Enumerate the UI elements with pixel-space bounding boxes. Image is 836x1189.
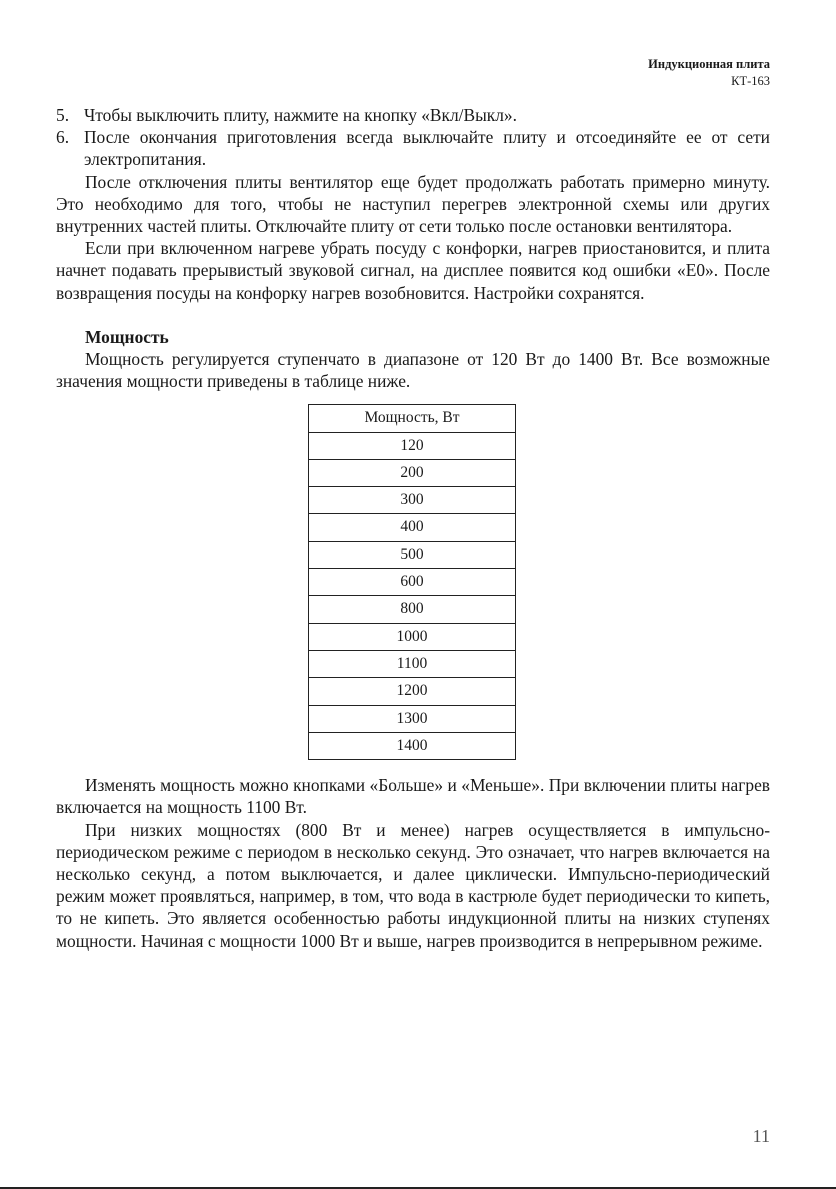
power-value-cell: 1200 (309, 678, 516, 705)
power-value-cell: 120 (309, 432, 516, 459)
list-item-text: После окончания приготовления всегда выключайте плиту и отсоединяйте ее от сети электропитания. (84, 127, 770, 170)
power-value-cell: 1400 (309, 732, 516, 759)
list-item-number: 5. (56, 105, 70, 125)
product-name: Индукционная плита (648, 57, 770, 71)
paragraph: Если при включенном нагреве убрать посуду с конфорки, нагрев приостановится, и плита начнет подавать прерывистый звуковой сигнал, на дисплее появится код ошибки «Е0». После возвращения посуды на конфорку нагрев возобновится. Настройки сохранятся. (56, 238, 770, 303)
section-title: Мощность (85, 326, 169, 347)
table-row (309, 487, 516, 514)
power-table (308, 404, 516, 760)
table-row (309, 569, 516, 596)
paragraph: После отключения плиты вентилятор еще будет продолжать работать примерно минуту. Это необходимо для того, чтобы не наступил перегрев электронной схемы или других внутренних частей плиты. Отключайте плиту от сети только после остановки вентилятора. (56, 171, 770, 237)
list-item-text: Чтобы выключить плиту, нажмите на кнопку «Вкл/Выкл». (84, 105, 517, 125)
table-row (309, 514, 516, 541)
power-value-cell: 200 (309, 459, 516, 486)
power-value-cell: 1100 (309, 650, 516, 677)
power-value-cell: 400 (309, 514, 516, 541)
paragraph: При низких мощностях (800 Вт и менее) нагрев осуществляется в импульсно-периодическом режиме с периодом в несколько секунд. Это означает, что нагрев включается на несколько секунд, а потом выключается, и далее циклически. Импульсно-периодический режим может проявляться, например, в том, что вода в кастрюле будет периодически то кипеть, то не кипеть. Это является особенностью работы индукционной плиты на низких ступенях мощности. Начиная с мощности 1000 Вт и выше, нагрев производится в непрерывном режиме. (56, 819, 770, 951)
table-row (309, 596, 516, 623)
table-row (309, 541, 516, 568)
page-header (648, 56, 770, 90)
page-number: 11 (752, 1126, 770, 1146)
list-item (56, 126, 770, 170)
table-row (309, 432, 516, 459)
power-value-cell: 800 (309, 596, 516, 623)
power-value-cell: 1300 (309, 705, 516, 732)
spacer (56, 304, 770, 326)
product-model: КТ-163 (731, 74, 770, 88)
page-content (56, 104, 770, 952)
power-value-cell: 600 (309, 569, 516, 596)
paragraph: Изменять мощность можно кнопками «Больше» и «Меньше». При включении плиты нагрев включается на мощность 1100 Вт. (56, 775, 770, 818)
table-row (309, 705, 516, 732)
table-body (309, 432, 516, 760)
table-row (309, 459, 516, 486)
instruction-list (56, 104, 770, 171)
table-row (309, 678, 516, 705)
table-row (309, 623, 516, 650)
power-value-cell: 500 (309, 541, 516, 568)
section-intro: Мощность регулируется ступенчато в диапазоне от 120 Вт до 1400 Вт. Все возможные значения мощности приведены в таблице ниже. (56, 348, 770, 392)
table-header-cell: Мощность, Вт (309, 405, 516, 432)
list-item (56, 104, 770, 126)
table-row (309, 732, 516, 759)
table-row (309, 650, 516, 677)
power-value-cell: 1000 (309, 623, 516, 650)
table-header-row (309, 405, 516, 432)
list-item-number: 6. (56, 127, 70, 148)
power-value-cell: 300 (309, 487, 516, 514)
